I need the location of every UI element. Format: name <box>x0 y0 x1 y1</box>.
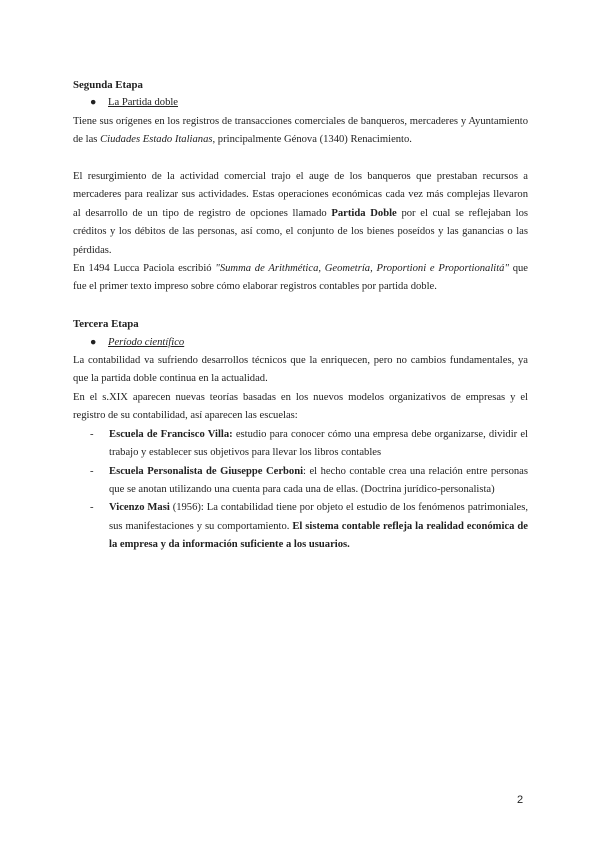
italic-run: "Summa de Arithmética, Geometría, Proportioni e Proportionalitá" <box>215 263 509 275</box>
italic-run: Ciudades Estado Italianas <box>100 134 213 146</box>
text-run: : el hecho contable crea una relación entre personas que se anotan utilizando una cuenta para cada una de ellas. (Doctrina jurídico-personalista) <box>109 465 528 495</box>
bold-run: El sistema contable refleja la realidad económica de la empresa y da información suficiente a los usuarios. <box>109 520 528 551</box>
bold-run: Vicenzo Masi <box>109 502 170 514</box>
text-run: Tiene sus orígenes en los registros de transacciones comerciales de banqueros, mercaderes y Ayuntamiento de las <box>73 115 528 146</box>
bold-run: Escuela Personalista de Giuseppe Cerboni <box>109 465 304 477</box>
bold-run: Partida Doble <box>331 207 397 219</box>
spacer <box>73 297 528 315</box>
bullet-icon: ● <box>90 97 97 109</box>
dash-marker: - <box>90 428 94 440</box>
section-heading-tercera-etapa: Tercera Etapa <box>73 318 139 331</box>
text-run: (1956): La contabilidad tiene por objeto el estudio de los fenómenos patrimoniales, sus manifestaciones y su comportamiento. <box>109 502 529 532</box>
section-heading-segunda-etapa: Segunda Etapa <box>73 79 143 91</box>
text-run: , principalmente Génova (1340) Renacimiento. <box>212 134 412 146</box>
page-number: 2 <box>517 794 524 806</box>
paragraph-resurgimiento <box>73 168 528 260</box>
dash-marker: - <box>90 502 94 514</box>
list-item <box>73 426 528 463</box>
text-run: El resurgimiento de la actividad comercial trajo el auge de los banqueros que prestaban recursos a mercaderes para realizar sus actividades. Estas operaciones económicas cada vez más complejas llevaron al desarrollo de un tipo de registro de opciones llamado <box>73 171 528 219</box>
text-run: En 1494 Lucca Paciola escribió <box>73 263 216 275</box>
text-run: que fue el primer texto impreso sobre cómo elaborar registros contables por partida doble. <box>73 263 528 293</box>
page-content <box>73 76 528 555</box>
list-item <box>73 463 528 500</box>
text-run: estudio para conocer cómo una empresa debe organizarse, dividir el trabajo y establecer sus objetivos para llevar los libros contables <box>109 428 528 459</box>
spacer <box>73 150 528 168</box>
bullet-label: Período científico <box>108 336 185 348</box>
bold-run: Escuela de Francisco Villa: <box>109 428 233 440</box>
bullet-item-periodo-cientifico <box>73 334 528 352</box>
text-run: por el cual se reflejaban los créditos y los débitos de las personas, así como, el conjunto de los bienes poseídos y las ganancias o las pérdidas. <box>73 207 529 256</box>
schools-list <box>73 426 528 555</box>
list-item <box>73 499 528 554</box>
bullet-item-partida-doble <box>73 94 528 112</box>
paragraph-paciola <box>73 260 528 297</box>
paragraph-siglo-xix: En el s.XIX aparecen nuevas teorías basadas en los nuevos modelos organizativos de empresas y el registro de su contabilidad, así aparecen las escuelas: <box>73 391 528 422</box>
paragraph-origenes <box>73 113 528 150</box>
bullet-label: La Partida doble <box>108 97 179 109</box>
paragraph-desarrollos: La contabilidad va sufriendo desarrollos técnicos que la enriquecen, pero no cambios fundamentales, ya que la partida doble continua en la actualidad. <box>73 355 528 385</box>
dash-marker: - <box>90 465 94 477</box>
bullet-icon: ● <box>90 336 97 348</box>
